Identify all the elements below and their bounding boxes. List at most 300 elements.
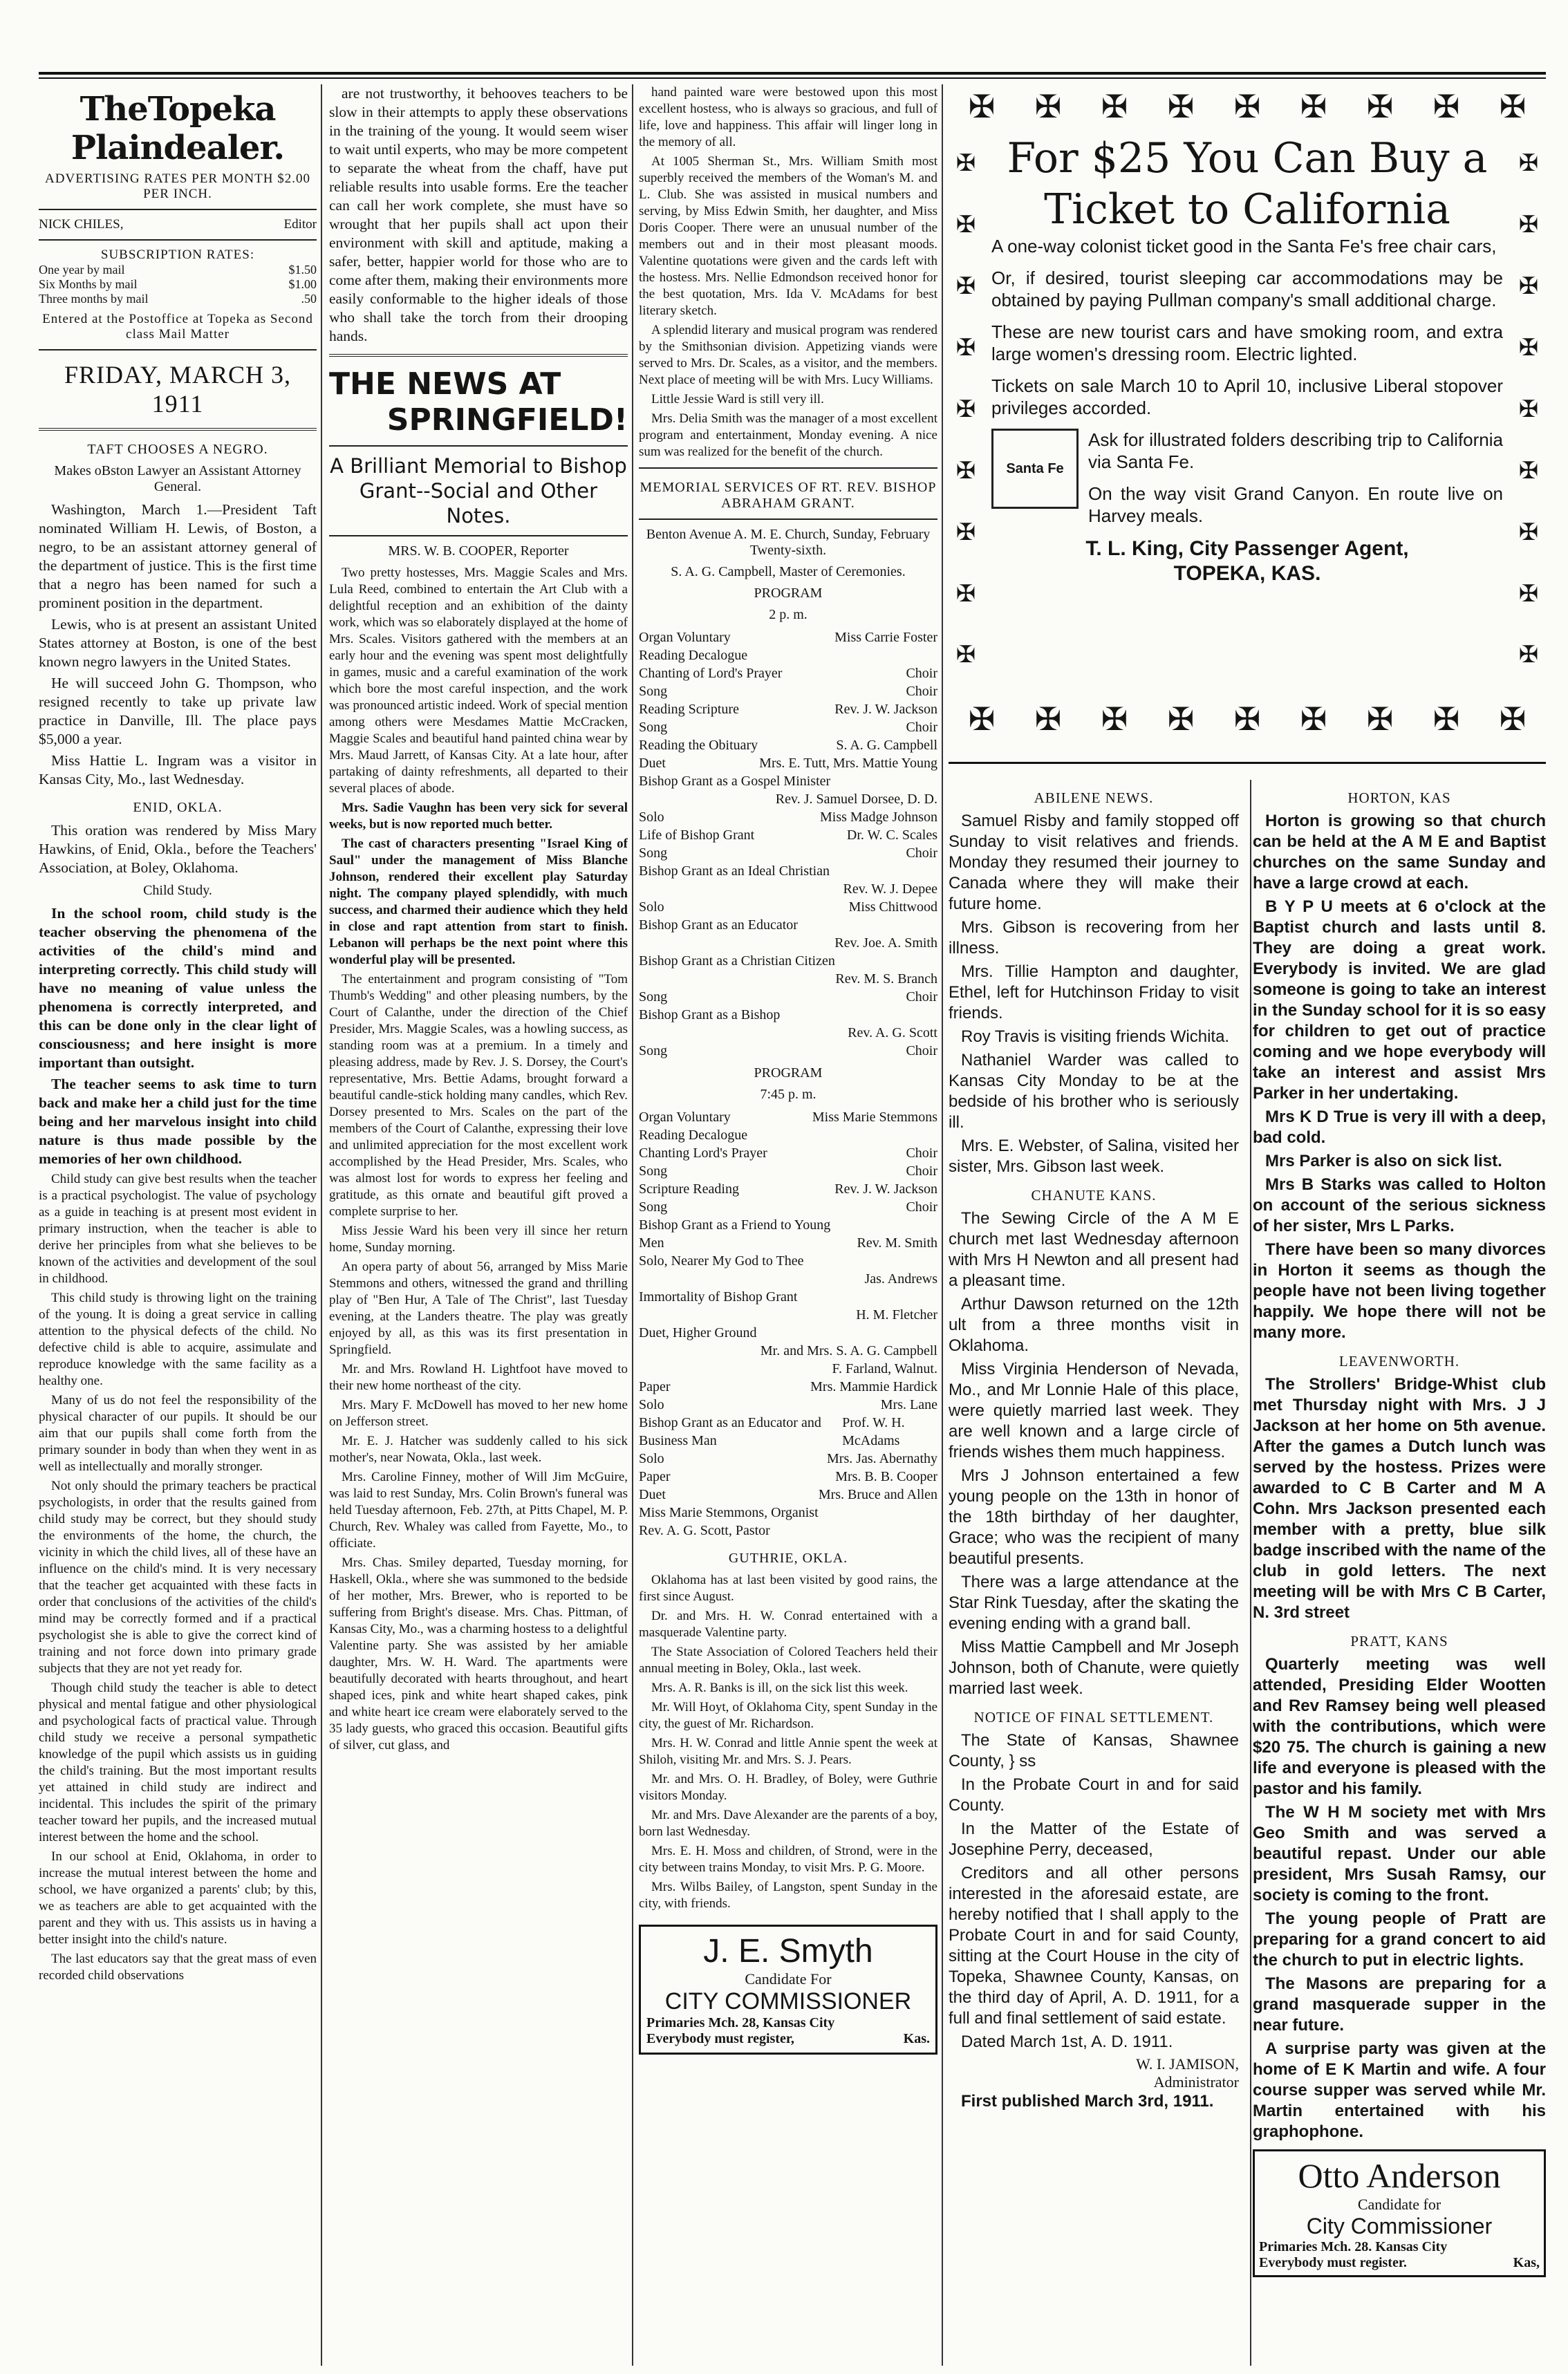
program-item-title: Solo, Nearer My God to Thee [639, 1253, 804, 1269]
ad-paragraph: A one-way colonist ticket good in the Santa Fe's free chair cars, [991, 236, 1497, 256]
program-item-performer: Choir [906, 1146, 937, 1161]
section-heading: MEMORIAL SERVICES OF RT. REV. BISHOP ABRAHAM GRANT. [640, 480, 937, 511]
subscription-rates [39, 263, 317, 306]
ornament-icon: ✠ [1518, 396, 1539, 422]
candidate-name: J. E. Smyth [703, 1933, 873, 1970]
program-item [639, 790, 937, 808]
ornament-icon: ✠ [1167, 89, 1195, 124]
article-paragraph: Mrs. Wilbs Bailey, of Langston, spent Sunday in the city, with friends. [639, 1880, 937, 1911]
article-paragraph: The Masons are preparing for a grand masquerade supper in the near future. [1253, 1974, 1546, 2035]
ornament-border [949, 84, 1546, 129]
program-item-performer: S. A. G. Campbell [836, 738, 937, 753]
program-item [639, 1504, 937, 1522]
article-subhead: Makes oBston Lawyer an Assistant Attorney General. [54, 463, 301, 494]
ornament-icon: ✠ [1300, 89, 1327, 124]
reporter-line: MRS. W. B. COOPER, Reporter [388, 543, 569, 559]
program-item-title: Bishop Grant as a Bishop [639, 1007, 781, 1022]
column-4a [949, 780, 1239, 2115]
article-paragraph: Quarterly meeting was well attended, Presiding Elder Wootten and Rev Ramsey being well pleased with the contributions, which were $20 75. The church is gaining a new life and everyone is pleased with the pastor and his family. [1253, 1655, 1546, 1798]
ornament-icon: ✠ [1101, 702, 1128, 737]
candidate-office: CITY COMMISSIONER [664, 1988, 912, 2015]
program-item-title: Song [639, 684, 668, 699]
program-item [639, 1342, 937, 1360]
article-paragraph: B Y P U meets at 6 o'clock at the Baptist church and lasts until 8. They are doing a great work. Everybody is invited. We are glad someone is going to take an interest in the Sunday school for it is so easy for children to get out of practice coming and we hope everybody will take an interest and assist Mrs Parker in her undertaking. [1253, 897, 1546, 1103]
editor-name: NICK CHILES, [39, 217, 124, 232]
program-heading: PROGRAM [754, 586, 823, 601]
article-paragraph: In the school room, child study is the teacher observing the phenomena of the activities of the child's mind and interpreting correctly. This child study will have no meaning of value unless the phenomena is correctly interpreted, and this can be done only in the clear light of consciousness; and here insight is more important than outsight. [39, 905, 317, 1071]
article-paragraph: The Sewing Circle of the A M E church met last Wednesday afternoon with Mrs H Newton and all present had a pleasant time. [949, 1209, 1239, 1290]
program-item [639, 1270, 937, 1288]
ornament-icon: ✠ [1518, 212, 1539, 239]
ornament-icon: ✠ [1034, 702, 1062, 737]
ornament-icon: ✠ [1518, 519, 1539, 545]
program-item [639, 718, 937, 736]
ornament-icon: ✠ [1034, 89, 1062, 124]
program-item-performer: Choir [906, 1163, 937, 1179]
article-subhead: Benton Avenue A. M. E. Church, Sunday, February Twenty-sixth. [646, 527, 931, 558]
program-item-performer: Choir [906, 845, 937, 861]
article-paragraph: are not trustworthy, it behooves teachers to be slow in their attempts to apply these observations in the training of the young. It would seem wiser to wait until experts, who may be more competent to separate the wheat from the chaff, have put reliable results into usable forms. Ere the teacher can call her work complete, she must have so wrought that her pupils shall act upon their environment with skill and aptitude, making a safer, better, happier world for those who are to come after them, making their environments more easily conformable to the higher ideals of those who shall take the torch from their drooping hands. [329, 85, 628, 344]
program-item [639, 736, 937, 754]
article-paragraph: Mrs. E. H. Moss and children, of Strond, were in the city between trains Monday, to visit Mrs. P. G. Moore. [639, 1844, 937, 1875]
program-item [639, 916, 937, 934]
article-paragraph: Mrs. E. Webster, of Salina, visited her sister, Mrs. Gibson last week. [949, 1137, 1239, 1176]
program-item-title: Bishop Grant as an Ideal Christian [639, 863, 830, 879]
program-item [639, 1468, 937, 1486]
program-item-performer: Prof. W. H. McAdams [842, 1415, 905, 1448]
article-paragraph: The entertainment and program consisting of "Tom Thumb's Wedding" and other pleasing numbers, by the Court of Calanthe, under the direction of the Chief Presider, Mrs. Maggie Scales, was a howling success, as standing room was at a premium. In a timely and pleasing address, made by Rev. J. S. Dorsey, the Court's representative, Mrs. Bettie Adams, brought forward a beautiful candle-stick holding many candles, which Rev. Dorsey presented to Mrs. Scales on the part of the members of the Court of Calanthe, expressing their love and unlimited appreciation for the most excellent work accomplished by the Head Presider, Mrs. Scales, who was almost lost for words to express her feeling and gratitude, as this ornate and beautiful gift proved a complete surprise to her. [329, 972, 628, 1219]
article-paragraph: At 1005 Sherman St., Mrs. William Smith most superbly received the members of the Woman's M. and L. Club. She was assisted in musical numbers and serving, by Miss Edwin Smith, her daughter, and Miss Doris Cooper. There were an unusual number of the members out and in their most pleasant moods. Valentine quotations were given and the cards left with the hostess. Mrs. Nellie Edmondson received honor for the best quotation, Mrs. Ida V. McAdams for best literary sketch. [639, 154, 937, 318]
candidate-office: City Commissioner [1306, 2214, 1493, 2239]
program-item [639, 1396, 937, 1414]
column-rule [321, 84, 322, 2366]
candidate-footer-text: Everybody must register. [1259, 2255, 1407, 2270]
ornament-icon: ✠ [1432, 702, 1460, 737]
article-paragraph: Arthur Dawson returned on the 12th ult from a three months visit in Oklahoma. [949, 1295, 1239, 1355]
program-item-performer: Mrs. Jas. Abernathy [827, 1451, 937, 1466]
program-time: 2 p. m. [769, 607, 808, 622]
ornament-icon: ✠ [1233, 89, 1261, 124]
program-item [639, 1198, 937, 1216]
program-item [639, 1378, 937, 1396]
column-1 [39, 84, 317, 1987]
ornament-icon: ✠ [1366, 702, 1394, 737]
program-item [639, 1180, 937, 1198]
program-item [639, 646, 937, 664]
article-paragraph: In our school at Enid, Oklahoma, in order to increase the mutual interest between the home and school, we have organized a parents' club; by this, we as teachers are able to get acquainted with the parent and they with us. This assists us in having a better insight into the child's nature. [39, 1849, 317, 1947]
ornament-border [949, 133, 983, 686]
program-item-performer: Mrs. Mammie Hardick [810, 1379, 937, 1394]
article-paragraph: Mr. and Mrs. O. H. Bradley, of Boley, were Guthrie visitors Monday. [639, 1772, 937, 1803]
section-heading: NOTICE OF FINAL SETTLEMENT. [973, 1709, 1214, 1726]
candidate-footer [646, 2015, 930, 2031]
ornament-icon: ✠ [1432, 89, 1460, 124]
program-item-title: Chanting Lord's Prayer [639, 1146, 767, 1161]
sub-label: One year by mail [39, 263, 125, 277]
article-paragraph: In the Matter of the Estate of Josephine Perry, deceased, [949, 1820, 1239, 1859]
article-paragraph: Mrs K D True is very ill with a deep, bad cold. [1253, 1107, 1546, 1147]
program-item-title: Scripture Reading [639, 1181, 739, 1197]
program-item-performer: Mr. and Mrs. S. A. G. Campbell [760, 1343, 937, 1358]
article-paragraph: Roy Travis is visiting friends Wichita. [961, 1027, 1230, 1046]
program-item-performer: Choir [906, 720, 937, 735]
program-item [639, 862, 937, 880]
program-time: 7:45 p. m. [760, 1087, 816, 1102]
program-item-title: Reading Decalogue [639, 1128, 748, 1143]
program-item-performer: Mrs. E. Tutt, Mrs. Mattie Young [759, 756, 937, 771]
ad-divider [949, 762, 1546, 764]
entered-notice: Entered at the Postoffice at Topeka as Second class Mail Matter [42, 312, 313, 342]
program-item-title: Solo [639, 899, 664, 915]
program-item [639, 1414, 937, 1450]
candidate-footer-text: Primaries Mch. 28, Kansas City [646, 2015, 835, 2030]
article-paragraph: Creditors and all other persons interested in the aforesaid estate, are hereby notified that I shall apply to the Probate Court in and for said County, sitting at the Court House in the city of Topeka, Shawnee County, Kansas, on the third day of April, A. D. 1911, for a full and final settlement of said estate. [949, 1864, 1239, 2028]
candidate-footer [1259, 2239, 1540, 2255]
notice-signature: W. I. JAMISON, [1136, 2055, 1239, 2073]
program-item-title: Paper [639, 1469, 671, 1484]
program-item-title: Song [639, 1163, 668, 1179]
article-paragraph: Child study can give best results when the teacher is a practical psychologist. The value of psychology as a guide in teaching is at present most evident in primary instruction, when the teacher is able to derive her principles from what she believes to be known of the activities and development of the soul in childhood. [39, 1172, 317, 1286]
notice-state: The State of Kansas, Shawnee County, } ss [949, 1731, 1239, 1770]
program-item [639, 1522, 937, 1540]
candidate-ad-anderson [1253, 2149, 1546, 2277]
program-item-title: Chanting of Lord's Prayer [639, 666, 783, 681]
article-paragraph: Miss Mattie Campbell and Mr Joseph Johnson, both of Chanute, were quietly married last week. [949, 1638, 1239, 1698]
section-heading: ABILENE NEWS. [1034, 789, 1154, 806]
ornament-icon: ✠ [955, 335, 976, 362]
program-item-performer: Mrs. Lane [880, 1397, 937, 1412]
section-heading: ENID, OKLA. [133, 800, 223, 815]
program-item-performer: Dr. W. C. Scales [846, 828, 937, 843]
article-paragraph: Mrs B Starks was called to Holton on account of the serious sickness of her sister, Mrs L Parks. [1253, 1175, 1546, 1235]
article-paragraph: Oklahoma has at last been visited by good rains, the first since August. [639, 1573, 937, 1604]
ornament-icon: ✠ [1233, 702, 1261, 737]
ad-paragraph: Ask for illustrated folders describing trip to California via Santa Fe. [1088, 429, 1503, 472]
article-paragraph: Mrs. Sadie Vaughn has been very sick for several weeks, but is now reported much better. [329, 801, 628, 832]
program-item [639, 754, 937, 772]
program-item-performer: Choir [906, 1199, 937, 1215]
article-paragraph: The State Association of Colored Teachers held their annual meeting in Boley, Okla., last week. [639, 1645, 937, 1676]
program-item-title: Organ Voluntary [639, 630, 731, 645]
section-heading: GUTHRIE, OKLA. [728, 1551, 848, 1566]
ornament-icon: ✠ [1366, 89, 1394, 124]
article-paragraph: Mrs J Johnson entertained a few young people on the 13th in honor of the 18th birthday of her daughter, Grace; who was the recipient of many beautiful presents. [949, 1466, 1239, 1568]
article-paragraph: Mrs Parker is also on sick list. [1265, 1152, 1502, 1170]
article-subhead: Child Study. [143, 883, 212, 898]
program-item-title: Reading the Obituary [639, 738, 758, 753]
ornament-icon: ✠ [955, 519, 976, 545]
ad-rates: ADVERTISING RATES PER MONTH $2.00 PER INCH. [45, 171, 310, 201]
candidate-footer-text: Kas, [1513, 2255, 1540, 2270]
ad-paragraph: These are new tourist cars and have smoking room, and extra large women's dressing room. Electric lighted. [991, 321, 1503, 364]
program-item-title: Solo [639, 810, 664, 825]
candidate-footer [646, 2031, 930, 2047]
ornament-border [1511, 133, 1546, 686]
article-paragraph: Lewis, who is at present an assistant United States attorney at Boston, is one of the best known negro lawyers in the United States. [39, 616, 317, 670]
program-item-title: Solo [639, 1397, 664, 1412]
article-paragraph: Horton is growing so that church can be held at the A M E and Baptist churches on the same Sunday and have a large crowd at each. [1253, 812, 1546, 892]
program-item-performer: F. Farland, Walnut. [832, 1361, 937, 1376]
program-item [639, 826, 937, 844]
ad-title: Ticket to California [1044, 185, 1450, 234]
program-item-title: Song [639, 989, 668, 1004]
program-item-performer: Choir [906, 666, 937, 681]
ornament-icon: ✠ [1518, 274, 1539, 300]
ad-title: For $25 You Can Buy a [1007, 134, 1488, 183]
article-paragraph: A splendid literary and musical program was rendered by the Smithsonian division. Appetizing viands were served to Mrs. Dr. Scales, as a visitor, and the members. Next place of meeting will be with Mrs. Lucy Williams. [639, 323, 937, 387]
program-item [639, 880, 937, 898]
program-item-performer: Choir [906, 1043, 937, 1058]
ornament-icon: ✠ [968, 702, 996, 737]
ornament-icon: ✠ [955, 581, 976, 607]
article-paragraph: The W H M society met with Mrs Geo Smith and was served a beautiful repast. Under our able president, Mrs Susah Ramsy, our society is coming to the front. [1253, 1803, 1546, 1905]
sub-label: Three months by mail [39, 292, 149, 306]
article-paragraph: An opera party of about 56, arranged by Miss Marie Stemmons and others, witnessed the grand and thrilling play of "Ben Hur, A Tale of The Christ", last Tuesday evening, at the Landers theatre. The play was greatly enjoyed by all, as this was its first presentation in Springfield. [329, 1260, 628, 1357]
program-item-performer: Mrs. B. B. Cooper [835, 1469, 937, 1484]
article-paragraph: Though child study the teacher is able to detect physical and mental fatigue and other physiological and psychological facts of practical value. Through child study we receive a personal sympathetic knowledge of the pupil which assists us in guiding the child's training. But the most important results yet attained in child study are indirect and incidental. This includes the spirit of the primary teacher toward her pupils, and the increased mutual interest between the home and the school. [39, 1681, 317, 1844]
article-paragraph: Mrs. Caroline Finney, mother of Will Jim McGuire, was laid to rest Sunday, Mrs. Colin Brown's funeral was held Tuesday afternoon, Feb. 27th, at Pitts Chapel, M. P. Church, Rev. Whaley was called from Fayette, Mo., to officiate. [329, 1470, 628, 1551]
ornament-icon: ✠ [1518, 581, 1539, 607]
program-item [639, 682, 937, 700]
article-paragraph: Mrs. H. W. Conrad and little Annie spent the week at Shiloh, visiting Mr. and Mrs. S. J. Pears. [639, 1736, 937, 1767]
ornament-border [949, 697, 1546, 741]
article-paragraph: Mrs. Mary F. McDowell has moved to her new home on Jefferson street. [329, 1398, 628, 1429]
program-list [639, 1108, 937, 1540]
program-item-title: Bishop Grant as a Christian Citizen [639, 953, 835, 969]
article-paragraph: The teacher seems to ask time to turn back and make her a child just for the time being and her marvelous insight into child nature is thus made possible by the memories of her own childhood. [39, 1076, 317, 1167]
program-item [639, 1252, 937, 1270]
subscription-title: SUBSCRIPTION RATES: [100, 247, 255, 262]
program-item [639, 1486, 937, 1504]
article-paragraph: The young people of Pratt are preparing for a grand concert to aid the church to put in electric lights. [1253, 1909, 1546, 1970]
column-rule [942, 84, 943, 2366]
sub-price: $1.00 [288, 277, 317, 291]
article-paragraph: Miss Virginia Henderson of Nevada, Mo., and Mr Lonnie Hale of this place, were quietly married last week. They are well known and a large circle of friends wishes them much happiness. [949, 1360, 1239, 1461]
program-item [639, 1144, 937, 1162]
program-item [639, 1450, 937, 1468]
ad-paragraph: Tickets on sale March 10 to April 10, inclusive Liberal stopover privileges accorded. [991, 375, 1503, 418]
article-paragraph: Mrs. A. R. Banks is ill, on the sick list this week. [651, 1681, 908, 1695]
program-item-performer: Rev. J. W. Jackson [834, 702, 937, 717]
program-list [639, 628, 937, 1060]
article-paragraph: Many of us do not feel the responsibility of the physical character of our pupils. It should be our aim that our pupils shall come forth from the primary sounder in body than when they went in as well as intellectually and morally stronger. [39, 1393, 317, 1474]
program-item-performer: Choir [906, 684, 937, 699]
program-item [639, 1306, 937, 1324]
program-item-performer: Rev. M. S. Branch [835, 971, 937, 987]
ornament-icon: ✠ [1499, 89, 1527, 124]
masthead-title: TheTopeka Plaindealer. [71, 90, 285, 167]
article-paragraph: The cast of characters presenting "Israel King of Saul" under the management of Miss Blanche Johnson, rendered their excellent play Saturday night. The company played splendidly, with much success, and charmed their audience which they held in close and rapt attention from start to finish. Lebanon will perhaps be the next point where this wonderful play will be presented. [329, 836, 628, 967]
program-item-title: Reading Scripture [639, 702, 739, 717]
program-item [639, 1288, 937, 1306]
program-item-title: Bishop Grant as a Friend to Young [639, 1217, 831, 1233]
ornament-icon: ✠ [968, 89, 996, 124]
section-heading: CHANUTE KANS. [1031, 1187, 1157, 1204]
program-item-title: Immortality of Bishop Grant [639, 1289, 798, 1305]
ornament-icon: ✠ [1518, 458, 1539, 484]
program-item-performer: Choir [906, 989, 937, 1004]
article-paragraph: Mrs. Gibson is recovering from her illness. [949, 918, 1239, 957]
ornament-icon: ✠ [1167, 702, 1195, 737]
ornament-icon: ✠ [1101, 89, 1128, 124]
program-item-title: Paper [639, 1379, 671, 1394]
candidate-sub: Candidate for [1357, 2196, 1441, 2213]
santa-fe-logo: Santa Fe [991, 429, 1079, 509]
candidate-name: Otto Anderson [1298, 2156, 1501, 2195]
program-item [639, 808, 937, 826]
notice-signature-role: Administrator [1153, 2073, 1239, 2091]
article-paragraph: Two pretty hostesses, Mrs. Maggie Scales and Mrs. Lula Reed, combined to entertain the Art Club with a delightful reception and an exhibition of the dainty work, which was so elaborately displayed at the home of Mrs. Scales. Visitors gathered with the members at an early hour and the evening was spent most delightfully in games, music and a careful examination of the work which bore the most careful inspection, and the work was pronounced artistic indeed. Work of special mention among others were Mesdames Mattie McCracken, Maggie Scales and beautiful hand painted china wear by Mrs. Maud Jarrett, of Kansas City. At a late hour, after partaking of dainty refreshments, all departed to their several places of abode. [329, 566, 628, 796]
program-item-title: Duet, Higher Ground [639, 1325, 757, 1340]
ad-agent-city: TOPEKA, KAS. [1173, 562, 1321, 585]
program-item-performer: Miss Madge Johnson [819, 810, 937, 825]
column-4b [1253, 780, 1546, 2277]
article-paragraph: Dated March 1st, A. D. 1911. [961, 2032, 1173, 2051]
article-paragraph: Not only should the primary teachers be practical psychologists, in order that the results gained from child study may be correct, but they should study the environments of the home, the church, the vicinity in which the child lives, all of these have an influence on the child's mind. It is very necessary that the teacher get acquainted with these facts in order that conclusions of the activities of the child's mind may be correctly formed and if a practical psychologist she is able to give the correct kind of training and not force down into primary grade subjects that they are not yet ready for. [39, 1479, 317, 1676]
ornament-icon: ✠ [1499, 702, 1527, 737]
candidate-sub: Candidate For [745, 1970, 832, 1988]
program-item [639, 844, 937, 862]
sub-price: $1.50 [288, 263, 317, 277]
article-paragraph: Mr. and Mrs. Dave Alexander are the parents of a boy, born last Wednesday. [639, 1808, 937, 1839]
article-paragraph: This oration was rendered by Miss Mary Hawkins, of Enid, Okla., before the Teachers' Association, at Boley, Oklahoma. [39, 822, 317, 876]
issue-date: FRIDAY, MARCH 3, 1911 [64, 361, 292, 418]
ornament-icon: ✠ [955, 274, 976, 300]
program-item-performer: Rev. A. G. Scott [848, 1025, 937, 1040]
column-2 [329, 84, 628, 1757]
program-item-title: Reading Decalogue [639, 648, 748, 663]
top-rule-thin [39, 77, 1546, 79]
section-heading: LEAVENWORTH. [1338, 1353, 1460, 1370]
guthrie-news [639, 1572, 937, 1912]
article-paragraph: hand painted ware were bestowed upon this most excellent hostess, who is always so gracious, and full of life, love and happiness. This affair will linger long in the memory of all. [639, 85, 937, 149]
editor-role: Editor [283, 217, 317, 232]
section-heading: HORTON, KAS [1347, 789, 1451, 806]
ornament-icon: ✠ [955, 396, 976, 422]
candidate-footer-text: Kas. [903, 2031, 930, 2046]
program-item [639, 1324, 937, 1342]
article-paragraph: There was a large attendance at the Star Rink Tuesday, after the skating the evening ending with a grand ball. [949, 1573, 1239, 1633]
article-paragraph: He will succeed John G. Thompson, who resigned recently to take up private law practice in Danville, Ill. The place pays $5,000 a year. [39, 675, 317, 747]
candidate-footer-text: Everybody must register, [646, 2031, 794, 2046]
santa-fe-advertisement [949, 84, 1546, 741]
program-item-title: Song [639, 845, 668, 861]
program-item-title: Song [639, 1043, 668, 1058]
article-paragraph: The last educators say that the great mass of even recorded child observations [39, 1952, 317, 1983]
article-paragraph: A surprise party was given at the home of E K Martin and wife. A four course supper was served while Mr. Martin entertained with his graphophone. [1253, 2039, 1546, 2141]
article-paragraph: In the Probate Court in and for said County. [949, 1775, 1239, 1815]
program-item-title: Solo [639, 1451, 664, 1466]
article-paragraph: Mr. Will Hoyt, of Oklahoma City, spent Sunday in the city, the guest of Mr. Richardson. [639, 1700, 937, 1731]
ad-paragraph: On the way visit Grand Canyon. En route live on Harvey meals. [1088, 483, 1503, 526]
article-paragraph: Mrs. Tillie Hampton and daughter, Ethel, left for Hutchinson Friday to visit friends. [949, 962, 1239, 1022]
article-paragraph: Mr. E. J. Hatcher was suddenly called to his sick mother's, near Nowata, Okla., last week. [329, 1434, 628, 1465]
notice-published: First published March 3rd, 1911. [961, 2092, 1214, 2111]
candidate-ad-smyth [639, 1925, 937, 2055]
article-paragraph: Little Jessie Ward is still very ill. [651, 392, 824, 406]
program-item [639, 1216, 937, 1234]
article-paragraph: Washington, March 1.—President Taft nominated William H. Lewis, of Boston, a negro, to be an assistant attorney general of the department of justice. This is the first time that a negro has been named for such a prominent position in the department. [39, 501, 317, 611]
program-item-title: Duet [639, 1487, 666, 1502]
program-item-performer: Rev. Joe. A. Smith [834, 935, 937, 951]
program-item-title: Bishop Grant as an Educator [639, 917, 798, 933]
candidate-footer [1259, 2255, 1540, 2271]
column-3 [639, 84, 937, 2055]
section-heading: PRATT, KANS [1350, 1633, 1448, 1649]
program-item-title: Bishop Grant as an Educator and Business Man [639, 1415, 821, 1448]
program-item-title: Bishop Grant as a Gospel Minister [639, 774, 831, 789]
program-item [639, 628, 937, 646]
program-item-performer: Miss Marie Stemmons [812, 1110, 937, 1125]
news-deck: A Brilliant Memorial to Bishop Grant--Social and Other Notes. [330, 454, 627, 527]
program-item [639, 700, 937, 718]
article-headline: TAFT CHOOSES A NEGRO. [87, 442, 268, 457]
sub-label: Six Months by mail [39, 277, 138, 291]
program-item-performer: Rev. W. J. Depee [843, 881, 937, 897]
program-item [639, 898, 937, 916]
program-item-title: Duet [639, 756, 666, 771]
ad-agent: T. L. King, City Passenger Agent, [1085, 537, 1409, 560]
article-paragraph: Samuel Risby and family stopped off Sunday to visit relatives and friends. Monday they resumed their journey to Canada where they will make their future home. [949, 812, 1239, 913]
ornament-icon: ✠ [1518, 642, 1539, 669]
article-paragraph: Miss Jessie Ward his been very ill since her return home, Sunday morning. [329, 1224, 628, 1255]
ornament-icon: ✠ [1518, 151, 1539, 177]
program-item-performer: Miss Carrie Foster [834, 630, 937, 645]
program-item [639, 1108, 937, 1126]
ornament-icon: ✠ [955, 642, 976, 669]
newspaper-page [39, 0, 1546, 2374]
article-paragraph: Mr. and Mrs. Rowland H. Lightfoot have moved to their new home northeast of the city. [329, 1362, 628, 1393]
program-item-performer: Jas. Andrews [864, 1271, 937, 1287]
editor-line [39, 217, 317, 232]
program-heading: PROGRAM [754, 1065, 823, 1081]
program-item [639, 1006, 937, 1024]
candidate-footer-text: Primaries Mch. 28. Kansas City [1259, 2239, 1448, 2254]
article-paragraph: There have been so many divorces in Horton it seems as though the people have not been living together happily. We hope there will not be many more. [1253, 1240, 1546, 1342]
sub-price: .50 [301, 292, 317, 306]
article-paragraph: Miss Hattie L. Ingram was a visitor in Kansas City, Mo., last Wednesday. [39, 752, 317, 787]
news-headline [329, 366, 628, 438]
master-of-ceremonies: S. A. G. Campbell, Master of Ceremonies. [671, 564, 906, 579]
program-item [639, 1234, 937, 1252]
program-item-performer: Mrs. Bruce and Allen [818, 1487, 937, 1502]
program-item-performer: Rev. J. Samuel Dorsee, D. D. [775, 792, 937, 807]
article-paragraph: The Strollers' Bridge-Whist club met Thursday night with Mrs. J J Jackson at her home on 5th avenue. After the games a Dutch lunch was served by the hostess. Prizes were awarded to C B Carter and M A Cohn. Mrs Jackson presented each member with a pretty, blue silk badge inscribed with the name of the club in gold letters. The next meeting will be with Mrs C B Carter, N. 3rd street [1253, 1375, 1546, 1622]
program-item [639, 1042, 937, 1060]
ad-paragraph: Or, if desired, tourist sleeping car accommodations may be obtained by paying Pullman company's small additional charge. [991, 268, 1503, 310]
column-rule [632, 84, 633, 2366]
article-paragraph: Mrs. Delia Smith was the manager of a most excellent program and entertainment, Monday evening. A nice sum was realized for the benefit of the church. [639, 411, 937, 459]
program-item-title: Rev. A. G. Scott, Pastor [639, 1523, 770, 1538]
article-paragraph: This child study is throwing light on the training of the young. It is doing a great service in calling attention to the physical defects of the child. No defective child is able to acquire, assimulate and reproduce knowledge with the same facility as a healthy one. [39, 1291, 317, 1388]
ornament-icon: ✠ [955, 151, 976, 177]
program-item-performer: H. M. Fletcher [856, 1307, 937, 1322]
program-item [639, 1126, 937, 1144]
ornament-icon: ✠ [955, 458, 976, 484]
article-paragraph: Dr. and Mrs. H. W. Conrad entertained with a masquerade Valentine party. [639, 1609, 937, 1640]
program-item [639, 1162, 937, 1180]
program-item-performer: Rev. J. W. Jackson [834, 1181, 937, 1197]
article-paragraph: Mrs. Chas. Smiley departed, Tuesday morning, for Haskell, Okla., where she was summoned to the bedside of her mother, Mrs. Brewer, who is reported to be suffering from Bright's disease. Mrs. Chas. Pittman, of Kansas City, Mo., was a charming hostess to a delightful Valentine party. She was assisted by her amiable daughter, Mrs. W. H. Ward. The apartments were beautifully decorated with hearts throughout, and heart shaped ices, pink and white heart shaped cakes, pink and white heart ice cream were elaborately served to the 35 lady guests, who graced this occasion. Beautiful gifts of silver, cut glass, and [329, 1555, 628, 1753]
program-item-performer: Rev. M. Smith [857, 1235, 937, 1251]
program-item-title: Organ Voluntary [639, 1110, 731, 1125]
program-item-title: Miss Marie Stemmons, Organist [639, 1505, 819, 1520]
program-item [639, 1024, 937, 1042]
top-rule [39, 72, 1546, 75]
column-4 [949, 84, 1546, 2366]
news-headline-line: THE NEWS AT [329, 366, 561, 402]
ornament-icon: ✠ [955, 212, 976, 239]
